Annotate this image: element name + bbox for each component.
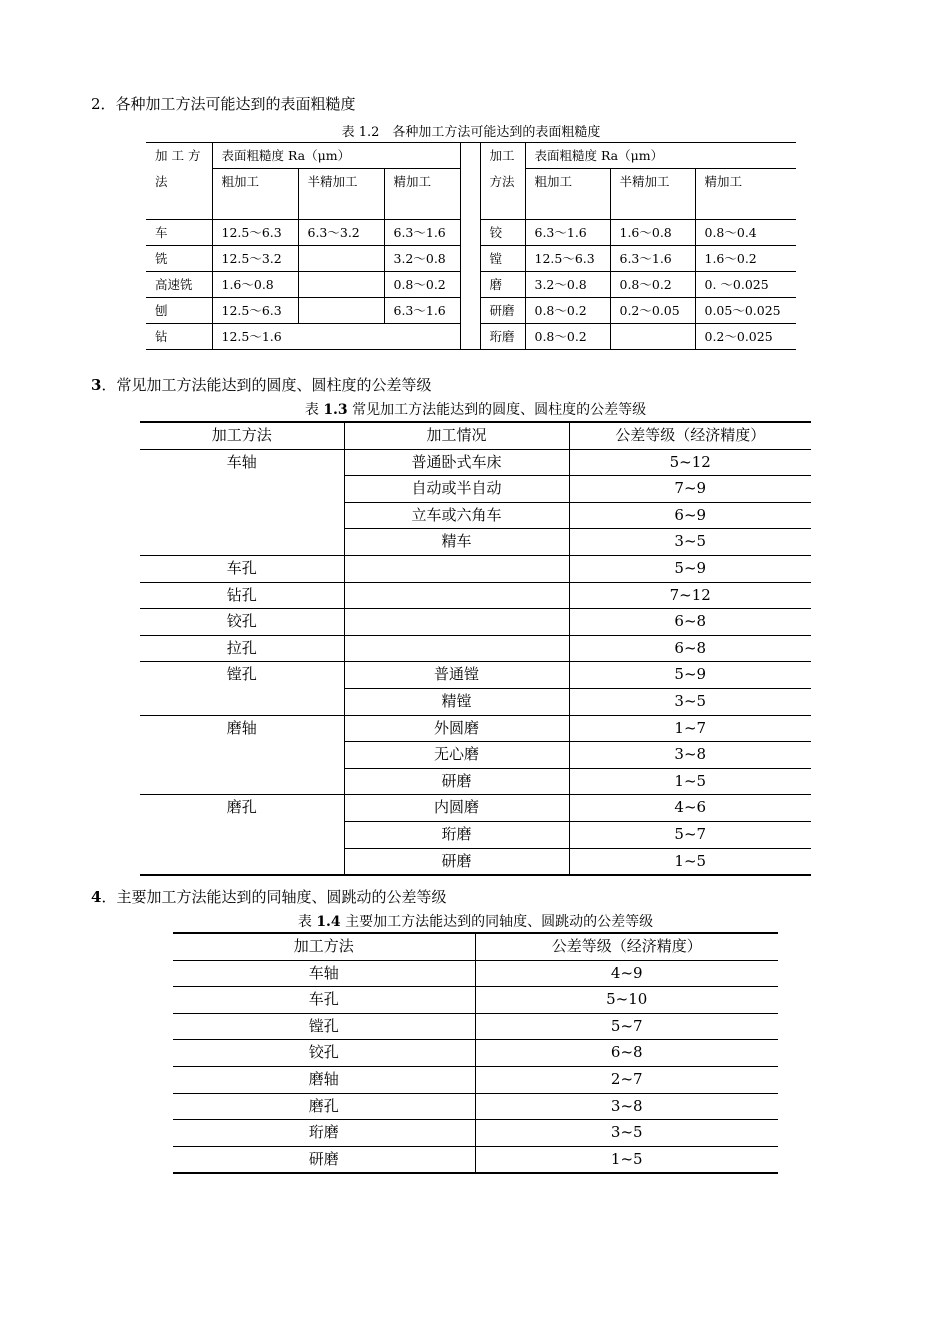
table-row (140, 609, 811, 636)
section-4-title: ．主要加工方法能达到的同轴度、圆跳动的公差等级 (101, 888, 447, 906)
section-2-number: 2． (91, 95, 116, 113)
table-row (173, 1066, 778, 1093)
cell-condition: 研磨 (344, 848, 569, 875)
table-row (140, 715, 811, 742)
cell-condition: 无心磨 (344, 742, 569, 769)
cell-method: 磨 (480, 272, 525, 298)
group-bore: 镗孔 (140, 662, 344, 715)
cell-method: 钻 (146, 324, 212, 350)
cell-grade: 6~8 (569, 635, 811, 662)
col-fine-right: 精加工 (695, 169, 796, 220)
header-grade: 公差等级（经济精度） (569, 422, 811, 449)
table-row (140, 582, 811, 609)
table-1-4-caption: 表 1.4 主要加工方法能达到的同轴度、圆跳动的公差等级 (297, 914, 654, 930)
cell-grade: 7~9 (569, 476, 811, 503)
cell-method: 车孔 (140, 555, 344, 582)
header-method: 加工方法 (173, 933, 475, 960)
header-condition: 加工情况 (344, 422, 569, 449)
cell-semi: 6.3～1.6 (610, 246, 695, 272)
cell-grade: 1~5 (569, 848, 811, 875)
cell-method: 车 (146, 220, 212, 246)
cell-rough: 0.8～0.2 (525, 298, 610, 324)
col-rough-right: 粗加工 (525, 169, 610, 220)
table-row (173, 1120, 778, 1147)
cell-grade: 5~7 (569, 821, 811, 848)
cell-semi (298, 272, 384, 298)
cell-condition: 立车或六角车 (344, 502, 569, 529)
cell-method: 珩磨 (480, 324, 525, 350)
cell-grade: 5~9 (569, 662, 811, 689)
cell-rough: 12.5～6.3 (212, 220, 298, 246)
table-row (140, 795, 811, 822)
table-1-3-caption: 表 1.3 常见加工方法能达到的圆度、圆柱度的公差等级 (304, 402, 647, 418)
cell-rough: 12.5～6.3 (525, 246, 610, 272)
header-method-left: 加 工 方 (146, 143, 212, 169)
cell-grade: 6~8 (569, 609, 811, 636)
table-gap (460, 220, 480, 246)
table-row (173, 987, 778, 1014)
cell-grade: 3~5 (475, 1120, 778, 1147)
cell-semi: 6.3～3.2 (298, 220, 384, 246)
table-row (140, 662, 811, 689)
section-3-title: ．常见加工方法能达到的圆度、圆柱度的公差等级 (101, 376, 432, 394)
header-method-right-2: 方法 (480, 169, 525, 220)
cell-condition: 珩磨 (344, 821, 569, 848)
cell-condition: 研磨 (344, 768, 569, 795)
cell-fine: 6.3～1.6 (384, 220, 460, 246)
cell-fine: 0.05～0.025 (695, 298, 796, 324)
cell-rough: 12.5～1.6 (212, 324, 460, 350)
cell-fine: 6.3～1.6 (384, 298, 460, 324)
cell-condition: 普通卧式车床 (344, 449, 569, 476)
cell-condition: 内圆磨 (344, 795, 569, 822)
group-grind-hole: 磨孔 (140, 795, 344, 875)
table-row (173, 1013, 778, 1040)
cell-condition (344, 609, 569, 636)
cell-method: 研磨 (480, 298, 525, 324)
table-gap (460, 143, 480, 169)
section-2-title: 各种加工方法可能达到的表面粗糙度 (115, 95, 356, 113)
col-rough-left: 粗加工 (212, 169, 298, 220)
cell-fine: 0. ～0.025 (695, 272, 796, 298)
cell-semi (298, 298, 384, 324)
table-gap (460, 324, 480, 350)
cell-fine: 1.6～0.2 (695, 246, 796, 272)
cell-method: 珩磨 (173, 1120, 475, 1147)
cell-semi: 0.2～0.05 (610, 298, 695, 324)
table-row (146, 272, 796, 298)
cell-grade: 6~9 (569, 502, 811, 529)
section-4-number: 4 (91, 888, 102, 906)
cell-grade: 2~7 (475, 1066, 778, 1093)
table-gap (460, 169, 480, 220)
cell-condition: 自动或半自动 (344, 476, 569, 503)
cell-grade: 3~5 (569, 529, 811, 556)
cell-grade: 1~5 (569, 768, 811, 795)
section-3-number: 3 (91, 376, 102, 394)
cell-rough: 3.2～0.8 (525, 272, 610, 298)
cell-method: 铣 (146, 246, 212, 272)
table-1-2-caption: 表 1.2 各种加工方法可能达到的表面粗糙度 (341, 125, 601, 140)
col-semi-right: 半精加工 (610, 169, 695, 220)
cell-semi (610, 324, 695, 350)
cell-semi: 0.8～0.2 (610, 272, 695, 298)
cell-rough: 6.3～1.6 (525, 220, 610, 246)
cell-method: 镗 (480, 246, 525, 272)
table-header-row (140, 422, 811, 449)
cell-grade: 1~5 (475, 1146, 778, 1173)
cell-grade: 7~12 (569, 582, 811, 609)
cell-method: 拉孔 (140, 635, 344, 662)
table-row (146, 324, 796, 350)
table-gap (460, 298, 480, 324)
table-row (146, 246, 796, 272)
table-row (140, 555, 811, 582)
cell-method: 铰孔 (173, 1040, 475, 1067)
cell-method: 刨 (146, 298, 212, 324)
cell-grade: 4~6 (569, 795, 811, 822)
cell-method: 铰孔 (140, 609, 344, 636)
cell-method: 车孔 (173, 987, 475, 1014)
cell-grade: 3~8 (475, 1093, 778, 1120)
header-ra-left: 表面粗糙度 Ra（μm） (212, 143, 460, 169)
header-method-right: 加工 (480, 143, 525, 169)
header-method-left-2: 法 (146, 169, 212, 220)
cell-condition: 外圆磨 (344, 715, 569, 742)
cell-condition: 精车 (344, 529, 569, 556)
cell-method: 铰 (480, 220, 525, 246)
cell-semi: 1.6～0.8 (610, 220, 695, 246)
section-4-heading (91, 886, 446, 907)
table-row (146, 298, 796, 324)
cell-semi (298, 246, 384, 272)
table-1-2 (146, 142, 796, 350)
cell-condition: 精镗 (344, 688, 569, 715)
cell-grade: 5~12 (569, 449, 811, 476)
table-row (173, 1093, 778, 1120)
table-row (173, 1146, 778, 1173)
cell-rough: 12.5～6.3 (212, 298, 298, 324)
cell-grade: 5~7 (475, 1013, 778, 1040)
table-row (140, 449, 811, 476)
cell-grade: 6~8 (475, 1040, 778, 1067)
cell-rough: 1.6～0.8 (212, 272, 298, 298)
cell-method: 磨孔 (173, 1093, 475, 1120)
cell-rough: 12.5～3.2 (212, 246, 298, 272)
header-ra-right: 表面粗糙度 Ra（μm） (525, 143, 796, 169)
group-turn-shaft: 车轴 (140, 449, 344, 555)
cell-method: 镗孔 (173, 1013, 475, 1040)
section-3-heading (91, 374, 431, 395)
cell-fine: 0.2～0.025 (695, 324, 796, 350)
cell-fine: 0.8～0.2 (384, 272, 460, 298)
table-row (140, 635, 811, 662)
cell-grade: 5~9 (569, 555, 811, 582)
table-row (173, 960, 778, 987)
section-2-heading (91, 93, 356, 114)
table-header-row (173, 933, 778, 960)
cell-condition (344, 555, 569, 582)
cell-method: 高速铣 (146, 272, 212, 298)
col-fine-left: 精加工 (384, 169, 460, 220)
cell-condition (344, 582, 569, 609)
cell-grade: 3~5 (569, 688, 811, 715)
cell-condition: 普通镗 (344, 662, 569, 689)
header-grade: 公差等级（经济精度） (475, 933, 778, 960)
cell-method: 车轴 (173, 960, 475, 987)
cell-method: 磨轴 (173, 1066, 475, 1093)
table-gap (460, 246, 480, 272)
table-gap (460, 272, 480, 298)
table-1-4 (173, 932, 778, 1174)
cell-method: 钻孔 (140, 582, 344, 609)
cell-grade: 4~9 (475, 960, 778, 987)
cell-method: 研磨 (173, 1146, 475, 1173)
table-row (146, 220, 796, 246)
col-semi-left: 半精加工 (298, 169, 384, 220)
cell-fine: 0.8～0.4 (695, 220, 796, 246)
header-method: 加工方法 (140, 422, 344, 449)
table-1-3 (140, 421, 811, 876)
cell-rough: 0.8～0.2 (525, 324, 610, 350)
cell-grade: 3~8 (569, 742, 811, 769)
cell-fine: 3.2～0.8 (384, 246, 460, 272)
cell-condition (344, 635, 569, 662)
cell-grade: 1~7 (569, 715, 811, 742)
cell-grade: 5~10 (475, 987, 778, 1014)
table-row (173, 1040, 778, 1067)
group-grind-shaft: 磨轴 (140, 715, 344, 795)
